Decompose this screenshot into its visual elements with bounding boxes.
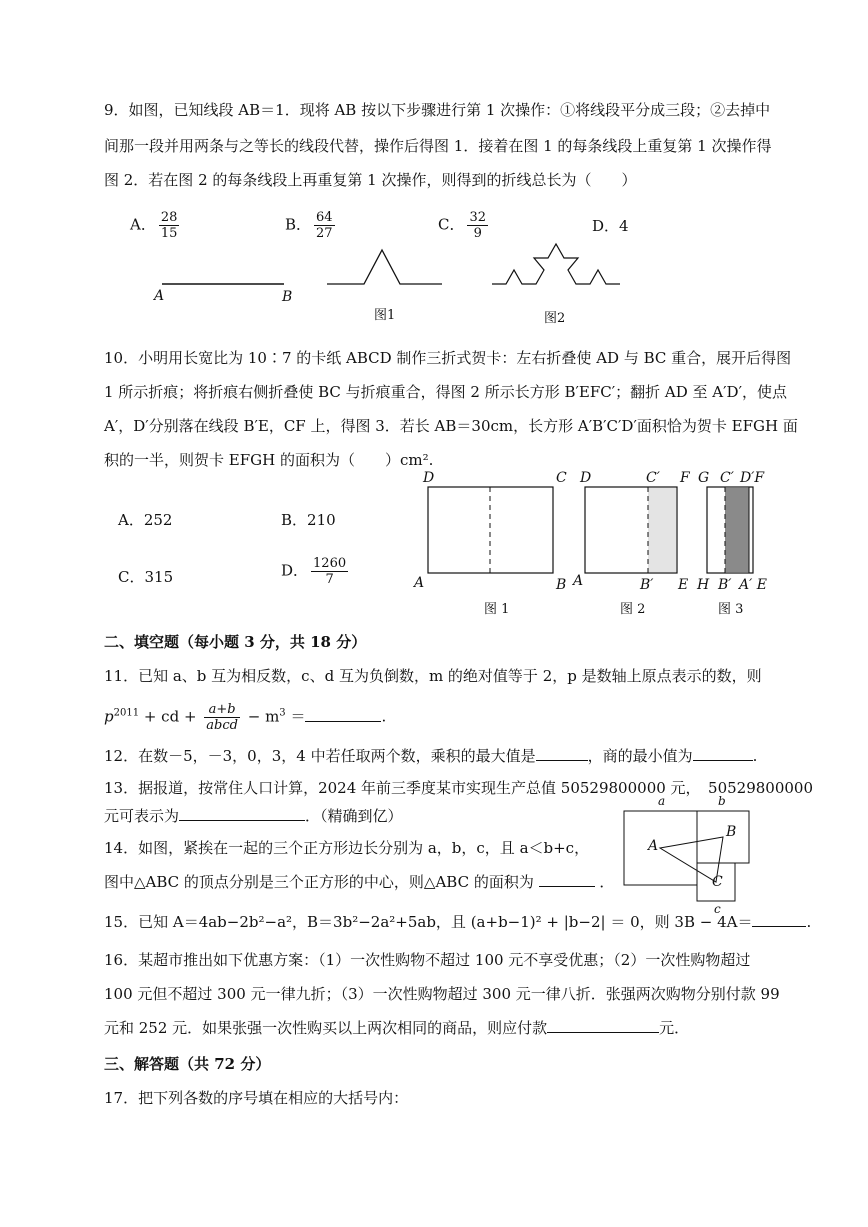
q12-blank-max[interactable] (536, 746, 588, 761)
q10-fig3-label-g: G (698, 470, 710, 486)
q10-fig2-label-d: D (580, 470, 592, 486)
q11-line-1: 11．已知 a、b 互为相反数，c、d 互为负倒数，m 的绝对值等于 2，p 是数轴上原点表示的数，则 (104, 667, 762, 685)
q10-line-4: 积的一半，则贺卡 EFGH 的面积为（ ）cm². (104, 451, 434, 469)
q13-line-1: 13．据报道，按常住人口计算，2024 年前三季度某市实现生产总值 50529800000 元， 50529800000 (104, 779, 814, 797)
q9-line-1: 9．如图，已知线段 AB＝1．现将 AB 按以下步骤进行第 1 次操作：①将线段平分成三段；②去掉中 (104, 101, 771, 119)
section-2-heading: 二、填空题（每小题 3 分，共 18 分） (104, 633, 367, 651)
q9-option-b: B． $\frac{64}{27}$ (285, 210, 333, 241)
q9-option-c: C． $\frac{32}{9}$ (438, 210, 487, 241)
q14-label-a: a (658, 794, 666, 808)
q10-fig1-label-b: B (556, 577, 567, 593)
q9-label-a: A (154, 288, 165, 304)
q16-line-1: 16．某超市推出如下优惠方案：（1）一次性购物不超过 100 元不享受优惠；（2）一次性购物超过 (104, 951, 751, 969)
section-3-heading: 三、解答题（共 72 分） (104, 1055, 271, 1073)
q10-fig3-label-b-prime: B′ (718, 577, 732, 593)
q10-fig1-label-d: D (423, 470, 435, 486)
q9-line-2: 间那一段并用两条与之等长的线段代替，操作后得图 1．接着在图 1 的每条线段上重复第 1 次操作得 (104, 137, 772, 155)
q9-label-b: B (282, 289, 293, 305)
fig2-polyline (492, 244, 620, 284)
q10-fig2-shade (648, 488, 676, 572)
q10-fig2-label-f: F (680, 470, 690, 486)
q10-fig3-caption: 图 3 (718, 602, 744, 617)
q9-caption-fig2: 图2 (544, 311, 566, 326)
q12-blank-min[interactable] (693, 746, 753, 761)
q14-line-1: 14．如图，紧挨在一起的三个正方形边长分别为 a，b，c，且 a＜b+c， (104, 839, 590, 857)
q9-caption-fig1: 图1 (374, 308, 396, 323)
q10-fig2-caption: 图 2 (620, 602, 646, 617)
q16-line-3: 元和 252 元．如果张强一次性购买以上两次相同的商品，则应付款 元． (104, 1019, 690, 1037)
q15-line: 15．已知 A＝4ab−2b²−a²，B＝3b²−2a²+5ab，且 (a+b−1)² + |b−2| ＝ 0，则 3B − 4A＝ . (104, 913, 812, 931)
q16-answer-blank[interactable] (547, 1018, 659, 1033)
q11-expression: $p^{2011}$ + cd + $\frac{a+b}{\text{abcd}}$ − $m^3$ ＝ . (104, 702, 387, 733)
q14-vertex-c: C (712, 874, 723, 890)
q12-line: 12．在数－5，－3，0，3，4 中若任取两个数，乘积的最大值是 ，商的最小值为 . (104, 747, 758, 765)
q16-line-2: 100 元但不超过 300 元一律九折；（3）一次性购物超过 300 元一律八折．张强两次购物分别付款 99 (104, 985, 780, 1003)
q10-fig1-caption: 图 1 (484, 602, 510, 617)
q10-fig1-label-a: A (414, 575, 425, 591)
q10-fig3-shade (725, 488, 749, 572)
q10-option-b: B．210 (281, 511, 336, 529)
q9-line-3: 图 2．若在图 2 的每条线段上再重复第 1 次操作，则得到的折线总长为（ ） (104, 171, 637, 189)
q14-label-c: c (714, 902, 721, 916)
q10-option-d: D． $\frac{1260}{7}$ (281, 556, 347, 587)
q10-fig2-label-c-prime: C′ (646, 470, 660, 486)
q13-answer-blank[interactable] (179, 806, 305, 821)
q10-fig3-label-d-prime-f: D′F (740, 470, 765, 486)
q10-option-a: A．252 (118, 511, 173, 529)
q15-answer-blank[interactable] (752, 912, 806, 927)
q10-fig3-label-h: H (697, 577, 710, 593)
q10-line-1: 10．小明用长宽比为 10∶7 的卡纸 ABCD 制作三折式贺卡：左右折叠使 AD 与 BC 重合，展开后得图 (104, 349, 792, 367)
q13-line-2: 元可表示为 ．（精确到亿） (104, 807, 403, 825)
fig1-polyline (327, 250, 442, 284)
q9-option-d: D．4 (592, 217, 629, 235)
q14-label-b: b (718, 794, 726, 808)
q10-fig2-label-a: A (573, 573, 584, 589)
q10-line-3: A′，D′分别落在线段 B′E，CF 上，得图 3．若长 AB＝30cm，长方形 A′B′C′D′面积恰为贺卡 EFGH 面 (104, 417, 798, 435)
q10-fig3-label-a-prime-e: A′ E (739, 577, 767, 593)
q10-option-c: C．315 (118, 568, 174, 586)
q11-answer-blank[interactable] (305, 707, 381, 722)
q10-fig3-label-c-prime: C′ (720, 470, 734, 486)
q14-vertex-b: B (726, 824, 737, 840)
q9-option-a: A． $\frac{28}{15}$ (130, 210, 178, 241)
q14-vertex-a: A (648, 838, 659, 854)
q10-line-2: 1 所示折痕；将折痕右侧折叠使 BC 与折痕重合，得图 2 所示长方形 B′EFC′；翻折 AD 至 A′D′，使点 (104, 383, 787, 401)
q14-answer-blank[interactable] (539, 872, 595, 887)
q14-line-2: 图中△ABC 的顶点分别是三个正方形的中心，则△ABC 的面积为 ． (104, 873, 615, 891)
q17-line: 17．把下列各数的序号填在相应的大括号内： (104, 1089, 409, 1107)
q10-fig2-label-e: E (678, 577, 689, 593)
q10-fig1-label-c: C (556, 470, 567, 486)
q10-fig2-label-b-prime: B′ (640, 577, 654, 593)
